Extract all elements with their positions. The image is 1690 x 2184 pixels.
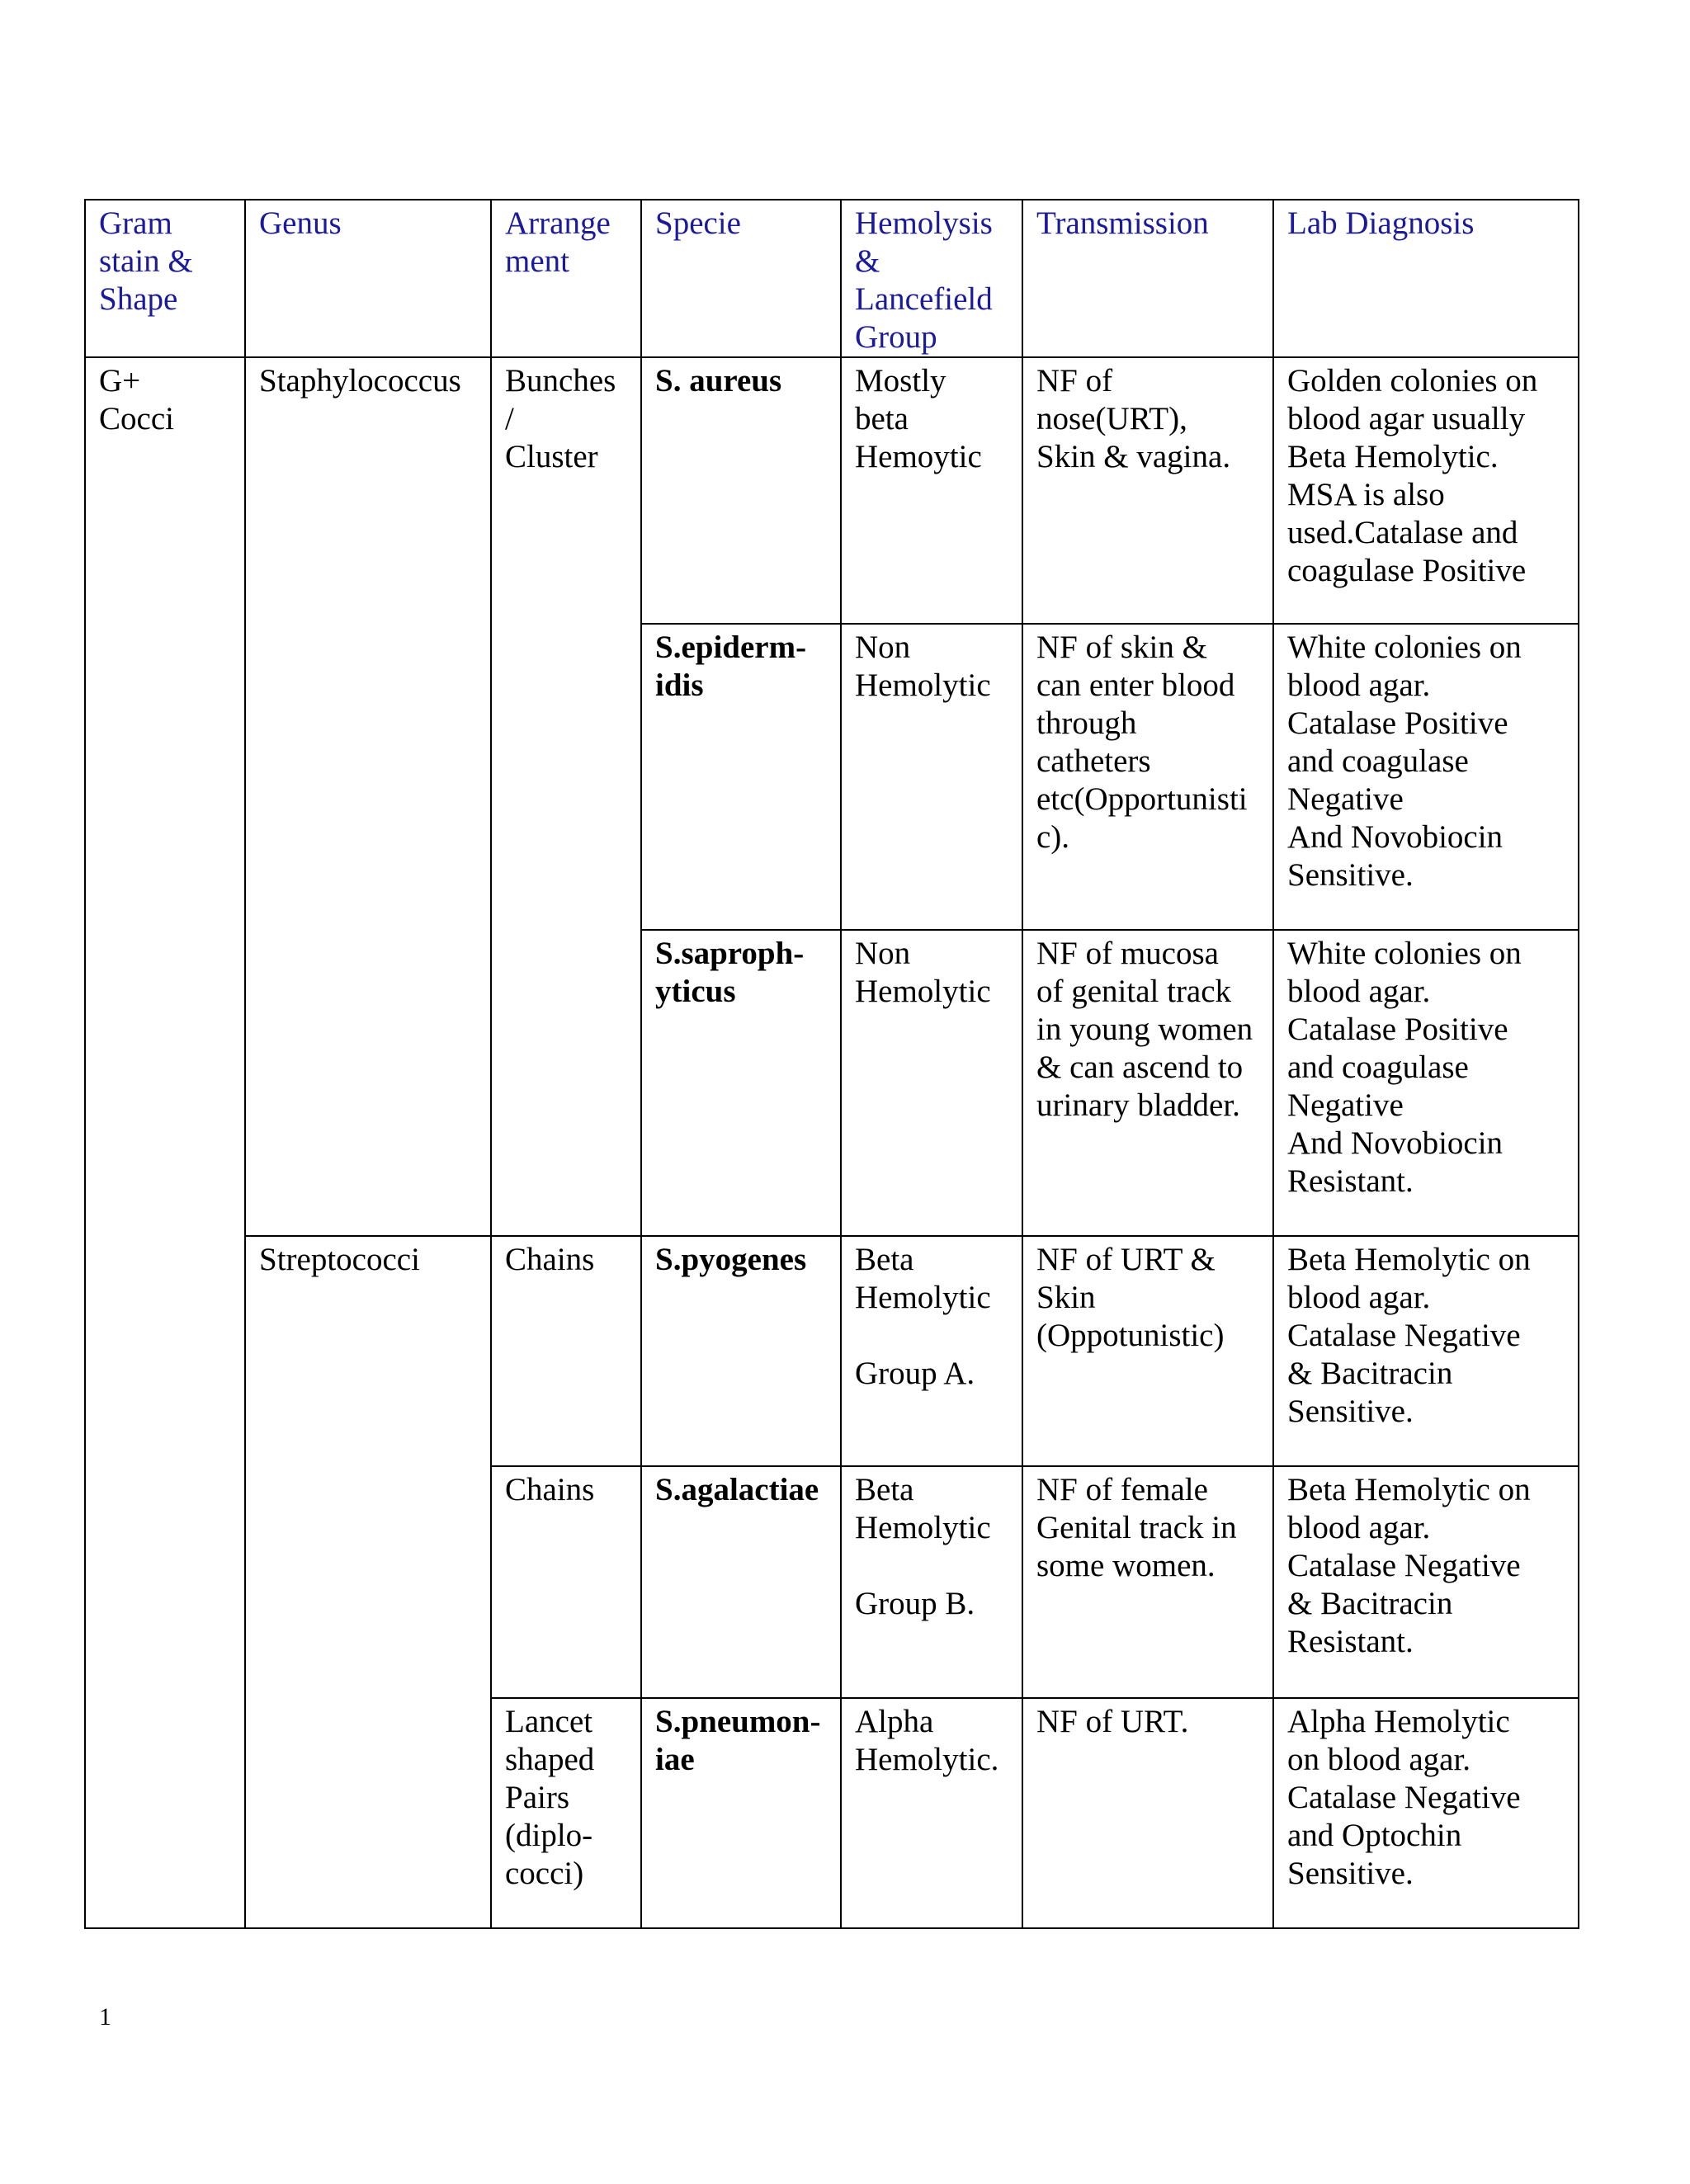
hemolysis-cell: Non Hemolytic — [841, 930, 1022, 1236]
lab-diagnosis-cell: White colonies on blood agar. Catalase Positive and coagulase Negative And Novobiocin Resistant. — [1273, 930, 1579, 1236]
arrangement-cell: Chains — [491, 1466, 641, 1698]
bacteria-table — [84, 199, 1579, 1929]
lab-diagnosis-cell: Beta Hemolytic on blood agar. Catalase Negative & Bacitracin Resistant. — [1273, 1466, 1579, 1698]
header-lab-diagnosis: Lab Diagnosis — [1273, 200, 1579, 357]
hemolysis-cell: Mostly beta Hemoytic — [841, 357, 1022, 624]
header-gram-stain: Gram stain & Shape — [85, 200, 245, 357]
specie-cell: S. aureus — [641, 357, 841, 624]
table-row — [85, 1236, 1579, 1466]
transmission-cell: NF of nose(URT), Skin & vagina. — [1022, 357, 1273, 624]
lab-diagnosis-cell: White colonies on blood agar. Catalase Positive and coagulase Negative And Novobiocin Sensitive. — [1273, 624, 1579, 930]
header-arrangement: Arrange ment — [491, 200, 641, 357]
lab-diagnosis-cell: Alpha Hemolytic on blood agar. Catalase Negative and Optochin Sensitive. — [1273, 1698, 1579, 1928]
genus-cell: Staphylococcus — [245, 357, 491, 1236]
header-transmission: Transmission — [1022, 200, 1273, 357]
lab-diagnosis-cell: Beta Hemolytic on blood agar. Catalase Negative & Bacitracin Sensitive. — [1273, 1236, 1579, 1466]
specie-cell: S.saproph- yticus — [641, 930, 841, 1236]
arrangement-cell: Chains — [491, 1236, 641, 1466]
lab-diagnosis-cell: Golden colonies on blood agar usually Beta Hemolytic. MSA is also used.Catalase and coagulase Positive — [1273, 357, 1579, 624]
genus-cell: Streptococci — [245, 1236, 491, 1928]
header-hemolysis: Hemolysis & Lancefield Group — [841, 200, 1022, 357]
transmission-cell: NF of URT. — [1022, 1698, 1273, 1928]
transmission-cell: NF of skin & can enter blood through catheters etc(Opportunisti c). — [1022, 624, 1273, 930]
arrangement-cell: Lancet shaped Pairs (diplo- cocci) — [491, 1698, 641, 1928]
hemolysis-cell: Beta Hemolytic Group A. — [841, 1236, 1022, 1466]
header-genus: Genus — [245, 200, 491, 357]
hemolysis-cell: Beta Hemolytic Group B. — [841, 1466, 1022, 1698]
transmission-cell: NF of mucosa of genital track in young women & can ascend to urinary bladder. — [1022, 930, 1273, 1236]
hemolysis-cell: Alpha Hemolytic. — [841, 1698, 1022, 1928]
header-specie: Specie — [641, 200, 841, 357]
specie-cell: S.agalactiae — [641, 1466, 841, 1698]
specie-cell: S.epiderm- idis — [641, 624, 841, 930]
transmission-cell: NF of female Genital track in some women. — [1022, 1466, 1273, 1698]
specie-cell: S.pyogenes — [641, 1236, 841, 1466]
hemolysis-cell: Non Hemolytic — [841, 624, 1022, 930]
arrangement-cell: Bunches / Cluster — [491, 357, 641, 1236]
page-number: 1 — [99, 2003, 111, 2031]
header-row — [85, 200, 1579, 357]
specie-cell: S.pneumon- iae — [641, 1698, 841, 1928]
transmission-cell: NF of URT & Skin (Oppotunistic) — [1022, 1236, 1273, 1466]
table-row — [85, 357, 1579, 624]
gram-stain-cell: G+ Cocci — [85, 357, 245, 1928]
